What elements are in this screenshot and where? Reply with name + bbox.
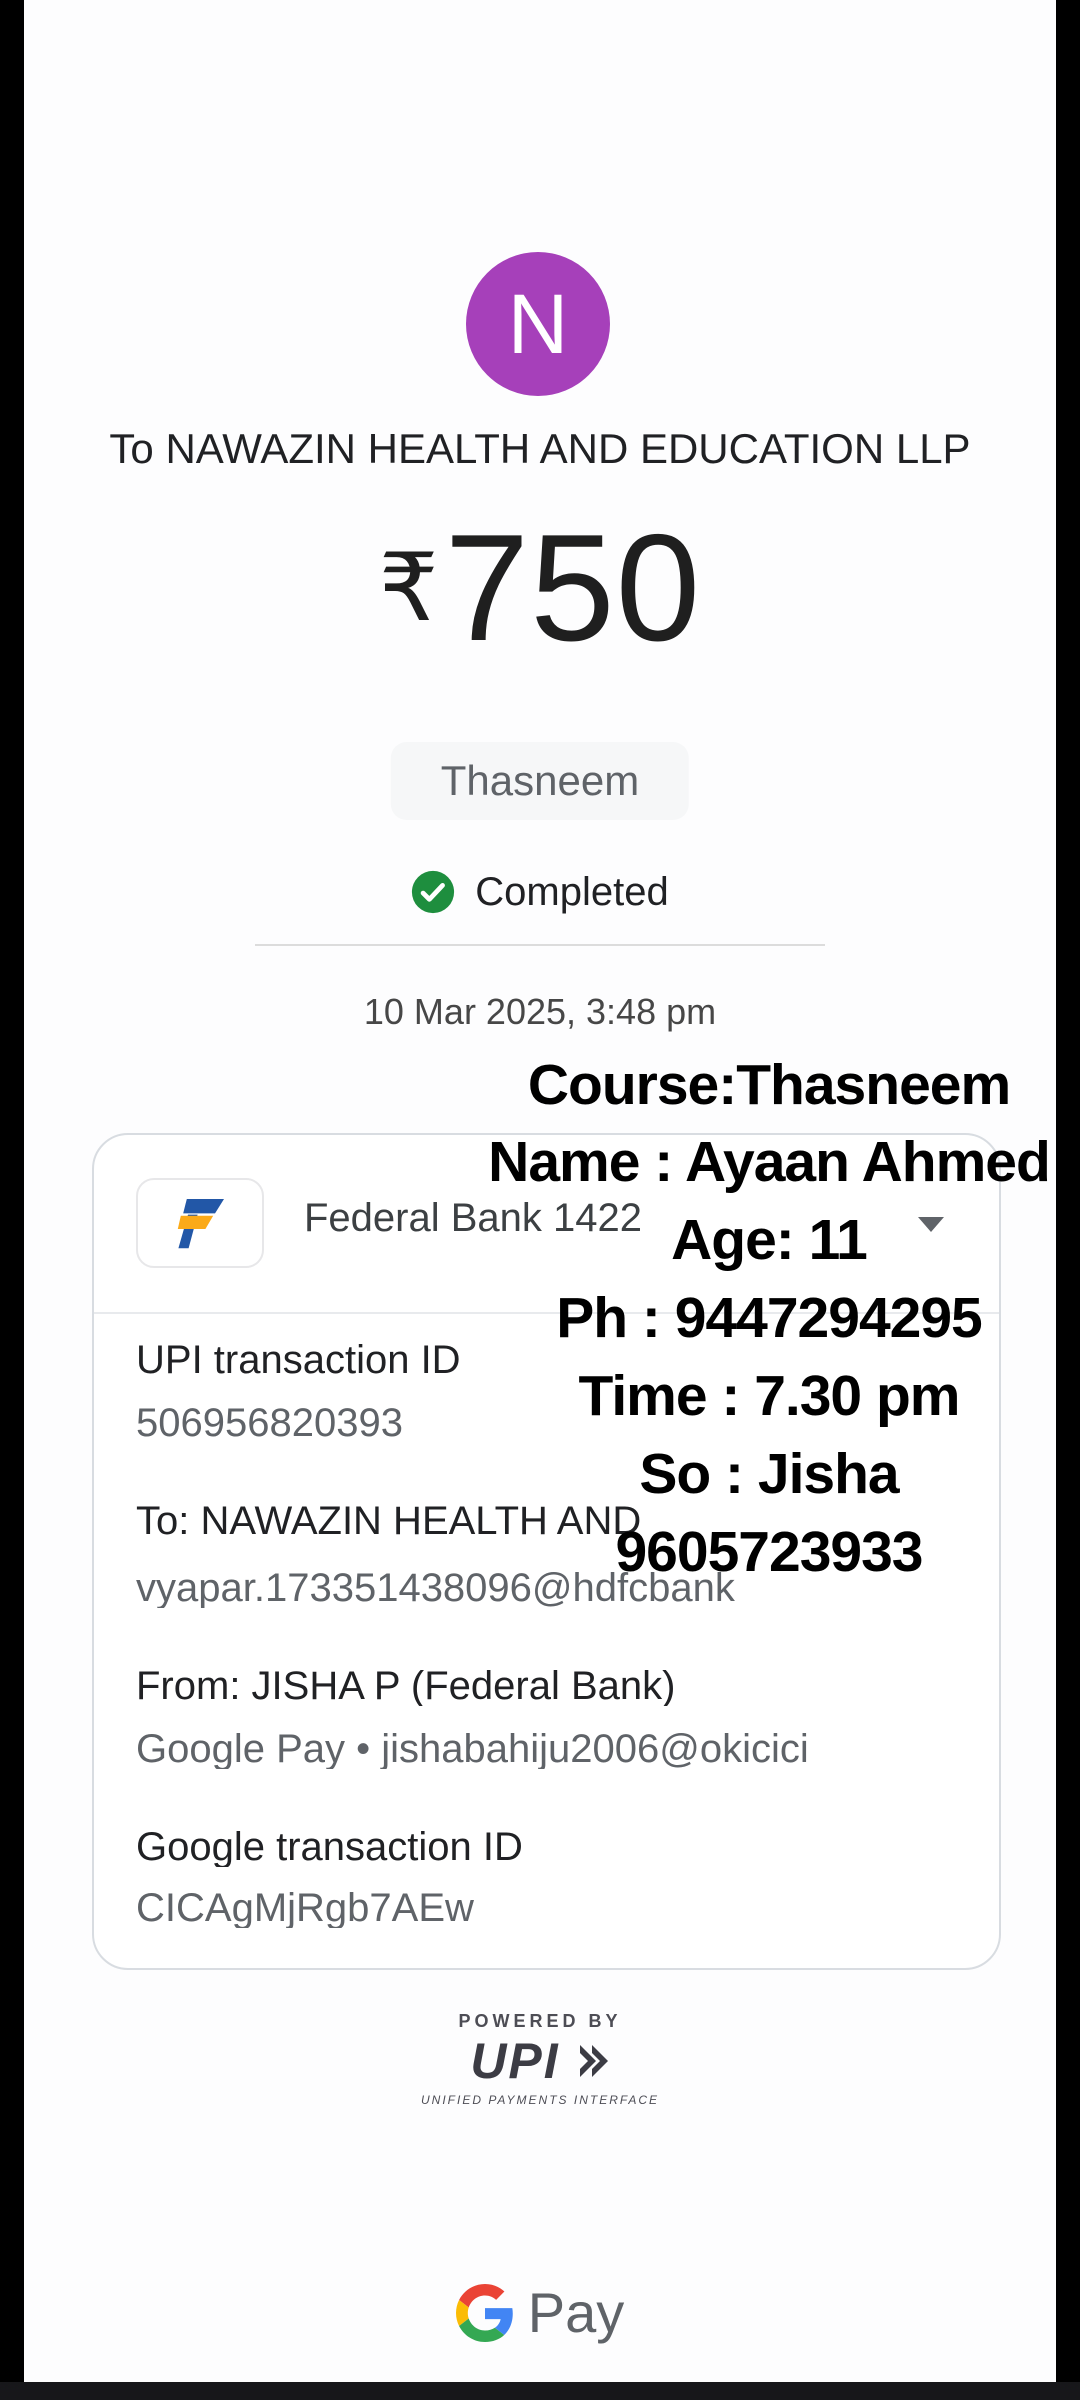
gpay-pay-text: Pay xyxy=(527,2281,625,2344)
payment-note-chip: Thasneem xyxy=(391,742,689,820)
status-row xyxy=(0,870,1080,914)
upi-chevrons-icon xyxy=(566,2039,610,2083)
powered-by-text: POWERED BY xyxy=(458,2011,622,2031)
federal-bank-icon xyxy=(167,1193,233,1253)
bank-logo-box xyxy=(136,1178,264,1268)
currency-symbol: ₹ xyxy=(378,535,439,640)
amount-value: 750 xyxy=(444,503,702,673)
upi-tagline: UNIFIED PAYMENTS INTERFACE xyxy=(420,2093,659,2107)
annotation-alt-phone: 9605723933 xyxy=(615,1520,923,1584)
annotation-name: Name : Ayaan Ahmed xyxy=(488,1130,1050,1194)
upi-transaction-id-value: 506956820393 xyxy=(136,1403,403,1443)
right-black-edge xyxy=(1056,0,1080,2400)
google-transaction-id-value: CICAgMjRgb7AEw xyxy=(136,1888,474,1928)
recipient-avatar xyxy=(466,252,610,396)
annotation-so: So : Jisha xyxy=(639,1442,899,1506)
recipient-title: To NAWAZIN HEALTH AND EDUCATION LLP xyxy=(109,425,971,472)
left-black-edge xyxy=(0,0,24,2400)
upi-transaction-id-label: UPI transaction ID xyxy=(136,1340,461,1380)
transaction-date: 10 Mar 2025, 3:48 pm xyxy=(363,991,717,1032)
annotation-age: Age: 11 xyxy=(671,1208,867,1272)
divider xyxy=(255,944,825,946)
annotation-phone: Ph : 9447294295 xyxy=(556,1286,982,1350)
gpay-logo xyxy=(0,2281,1080,2344)
google-g-icon xyxy=(456,2284,514,2342)
to-recipient-label: To: NAWAZIN HEALTH AND xyxy=(136,1501,642,1541)
completed-check-icon xyxy=(411,870,455,914)
bottom-black-bar xyxy=(0,2382,1080,2400)
annotation-course: Course:Thasneem xyxy=(527,1053,1011,1117)
google-transaction-id-label: Google transaction ID xyxy=(136,1827,523,1867)
upi-wordmark: UPI xyxy=(470,2033,560,2089)
status-label: Completed xyxy=(475,870,669,914)
avatar-letter: N xyxy=(507,277,569,371)
to-recipient-vpa: vyapar.173351438096@hdfcbank xyxy=(136,1568,735,1608)
upi-logo xyxy=(0,2033,1080,2089)
annotation-time: Time : 7.30 pm xyxy=(578,1364,960,1428)
amount-row xyxy=(0,503,1080,673)
from-sender-label: From: JISHA P (Federal Bank) xyxy=(136,1666,676,1706)
bank-account-selector[interactable]: Federal Bank 1422 xyxy=(304,1198,643,1238)
from-sender-vpa: Google Pay • jishabahiju2006@okicici xyxy=(136,1729,809,1769)
